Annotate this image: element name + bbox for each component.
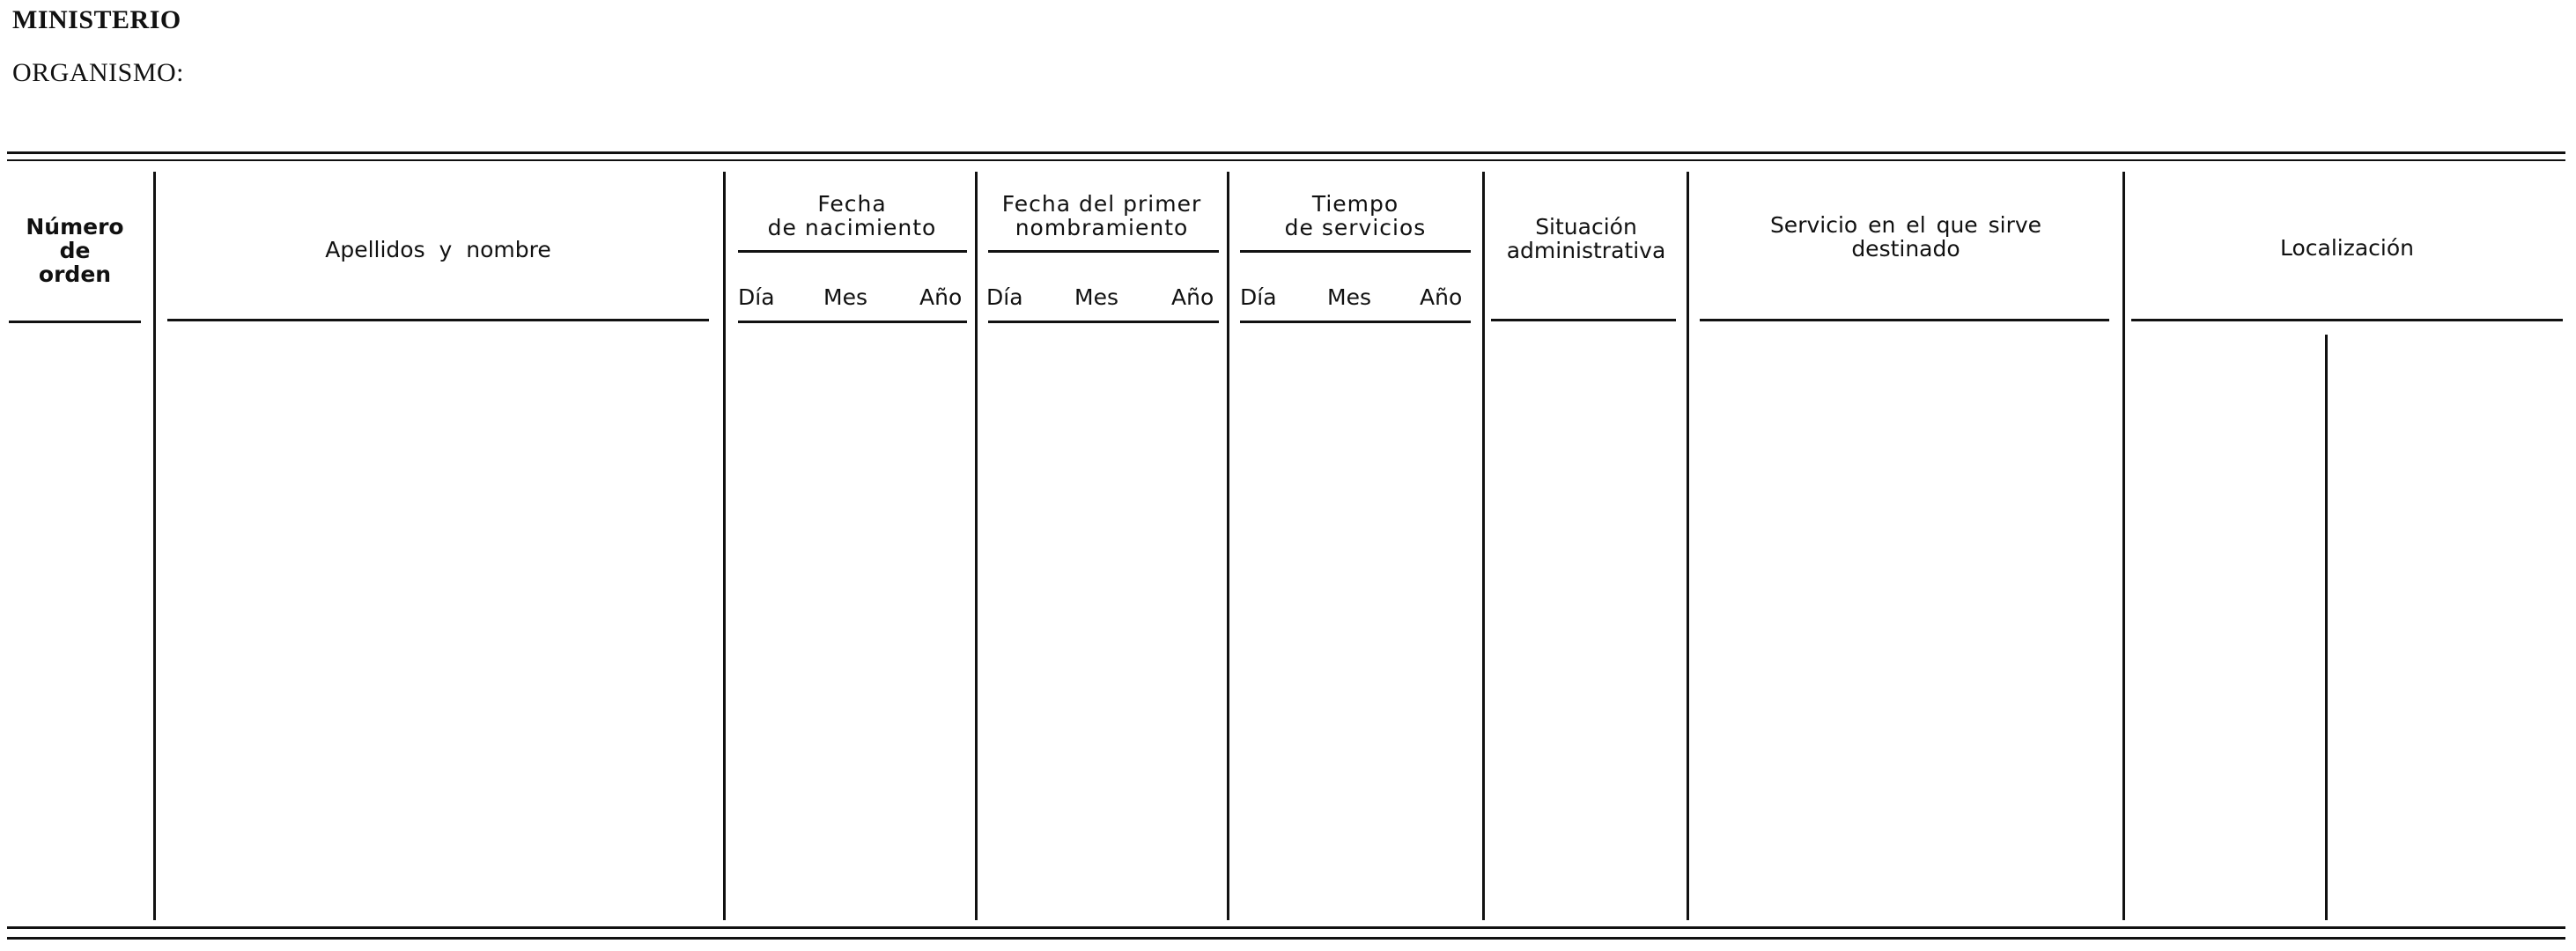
underline-tiempo-servicios	[1240, 321, 1471, 323]
col-sep-2	[723, 172, 726, 920]
col-sep-3	[975, 172, 978, 920]
numero-line-3: orden	[38, 262, 112, 287]
table-top-rule	[7, 151, 2565, 154]
header-situacion-administrativa	[1488, 215, 1684, 262]
underline-servicio	[1700, 319, 2109, 321]
situacion-line-2: administrativa	[1506, 238, 1666, 263]
tiempo-servicios-anio: Año	[1420, 284, 1463, 310]
ministerio-label: MINISTERIO	[12, 5, 181, 34]
fecha-nacimiento-line-2: de nacimiento	[767, 215, 937, 240]
group-rule-tiempo-servicios	[1240, 250, 1471, 253]
fecha-nombramiento-line-1: Fecha del primer	[1001, 191, 1202, 217]
tiempo-servicios-line-1: Tiempo	[1311, 191, 1399, 217]
situacion-line-1: Situación	[1535, 214, 1637, 240]
fecha-nombramiento-dia: Día	[986, 284, 1023, 310]
header-localizacion: Localización	[2279, 235, 2414, 261]
fecha-nacimiento-mes: Mes	[823, 284, 867, 310]
organismo-label: ORGANISMO:	[12, 58, 185, 87]
underline-situacion	[1491, 319, 1676, 321]
group-rule-fecha-nacimiento	[738, 250, 967, 253]
table-bottom-rule	[7, 926, 2565, 929]
numero-line-1: Número	[26, 214, 124, 240]
header-numero-orden	[9, 215, 141, 286]
header-tiempo-servicios	[1233, 192, 1478, 240]
fecha-nombramiento-line-2: nombramiento	[1015, 215, 1189, 240]
fecha-nombramiento-anio: Año	[1171, 284, 1214, 310]
fecha-nacimiento-dia: Día	[738, 284, 775, 310]
localizacion-inner-sep	[2325, 335, 2328, 920]
table-bottom-rule-thin	[7, 937, 2565, 940]
tiempo-servicios-dia: Día	[1240, 284, 1277, 310]
tiempo-servicios-mes: Mes	[1327, 284, 1371, 310]
header-fecha-nacimiento	[731, 192, 973, 240]
group-rule-fecha-nombramiento	[988, 250, 1219, 253]
header-fecha-nombramiento	[979, 192, 1224, 240]
col-sep-4	[1227, 172, 1229, 920]
underline-numero	[9, 321, 141, 323]
fecha-nacimiento-anio: Año	[919, 284, 963, 310]
servicio-line-2: destinado	[1851, 236, 1960, 262]
col-sep-6	[1687, 172, 1689, 920]
header-servicio-destinado	[1695, 213, 2116, 261]
tiempo-servicios-line-2: de servicios	[1284, 215, 1427, 240]
col-sep-1	[153, 172, 156, 920]
underline-fecha-nacimiento	[738, 321, 967, 323]
header-apellidos-nombre: Apellidos y nombre	[325, 237, 551, 262]
fecha-nombramiento-mes: Mes	[1074, 284, 1118, 310]
underline-apellidos	[167, 319, 709, 321]
underline-localizacion	[2131, 319, 2563, 321]
numero-line-2: de	[59, 238, 91, 263]
col-sep-7	[2122, 172, 2125, 920]
table-top-rule-thin	[7, 159, 2565, 161]
underline-fecha-nombramiento	[988, 321, 1219, 323]
col-sep-5	[1482, 172, 1485, 920]
fecha-nacimiento-line-1: Fecha	[817, 191, 887, 217]
servicio-line-1: Servicio en el que sirve	[1769, 212, 2042, 238]
